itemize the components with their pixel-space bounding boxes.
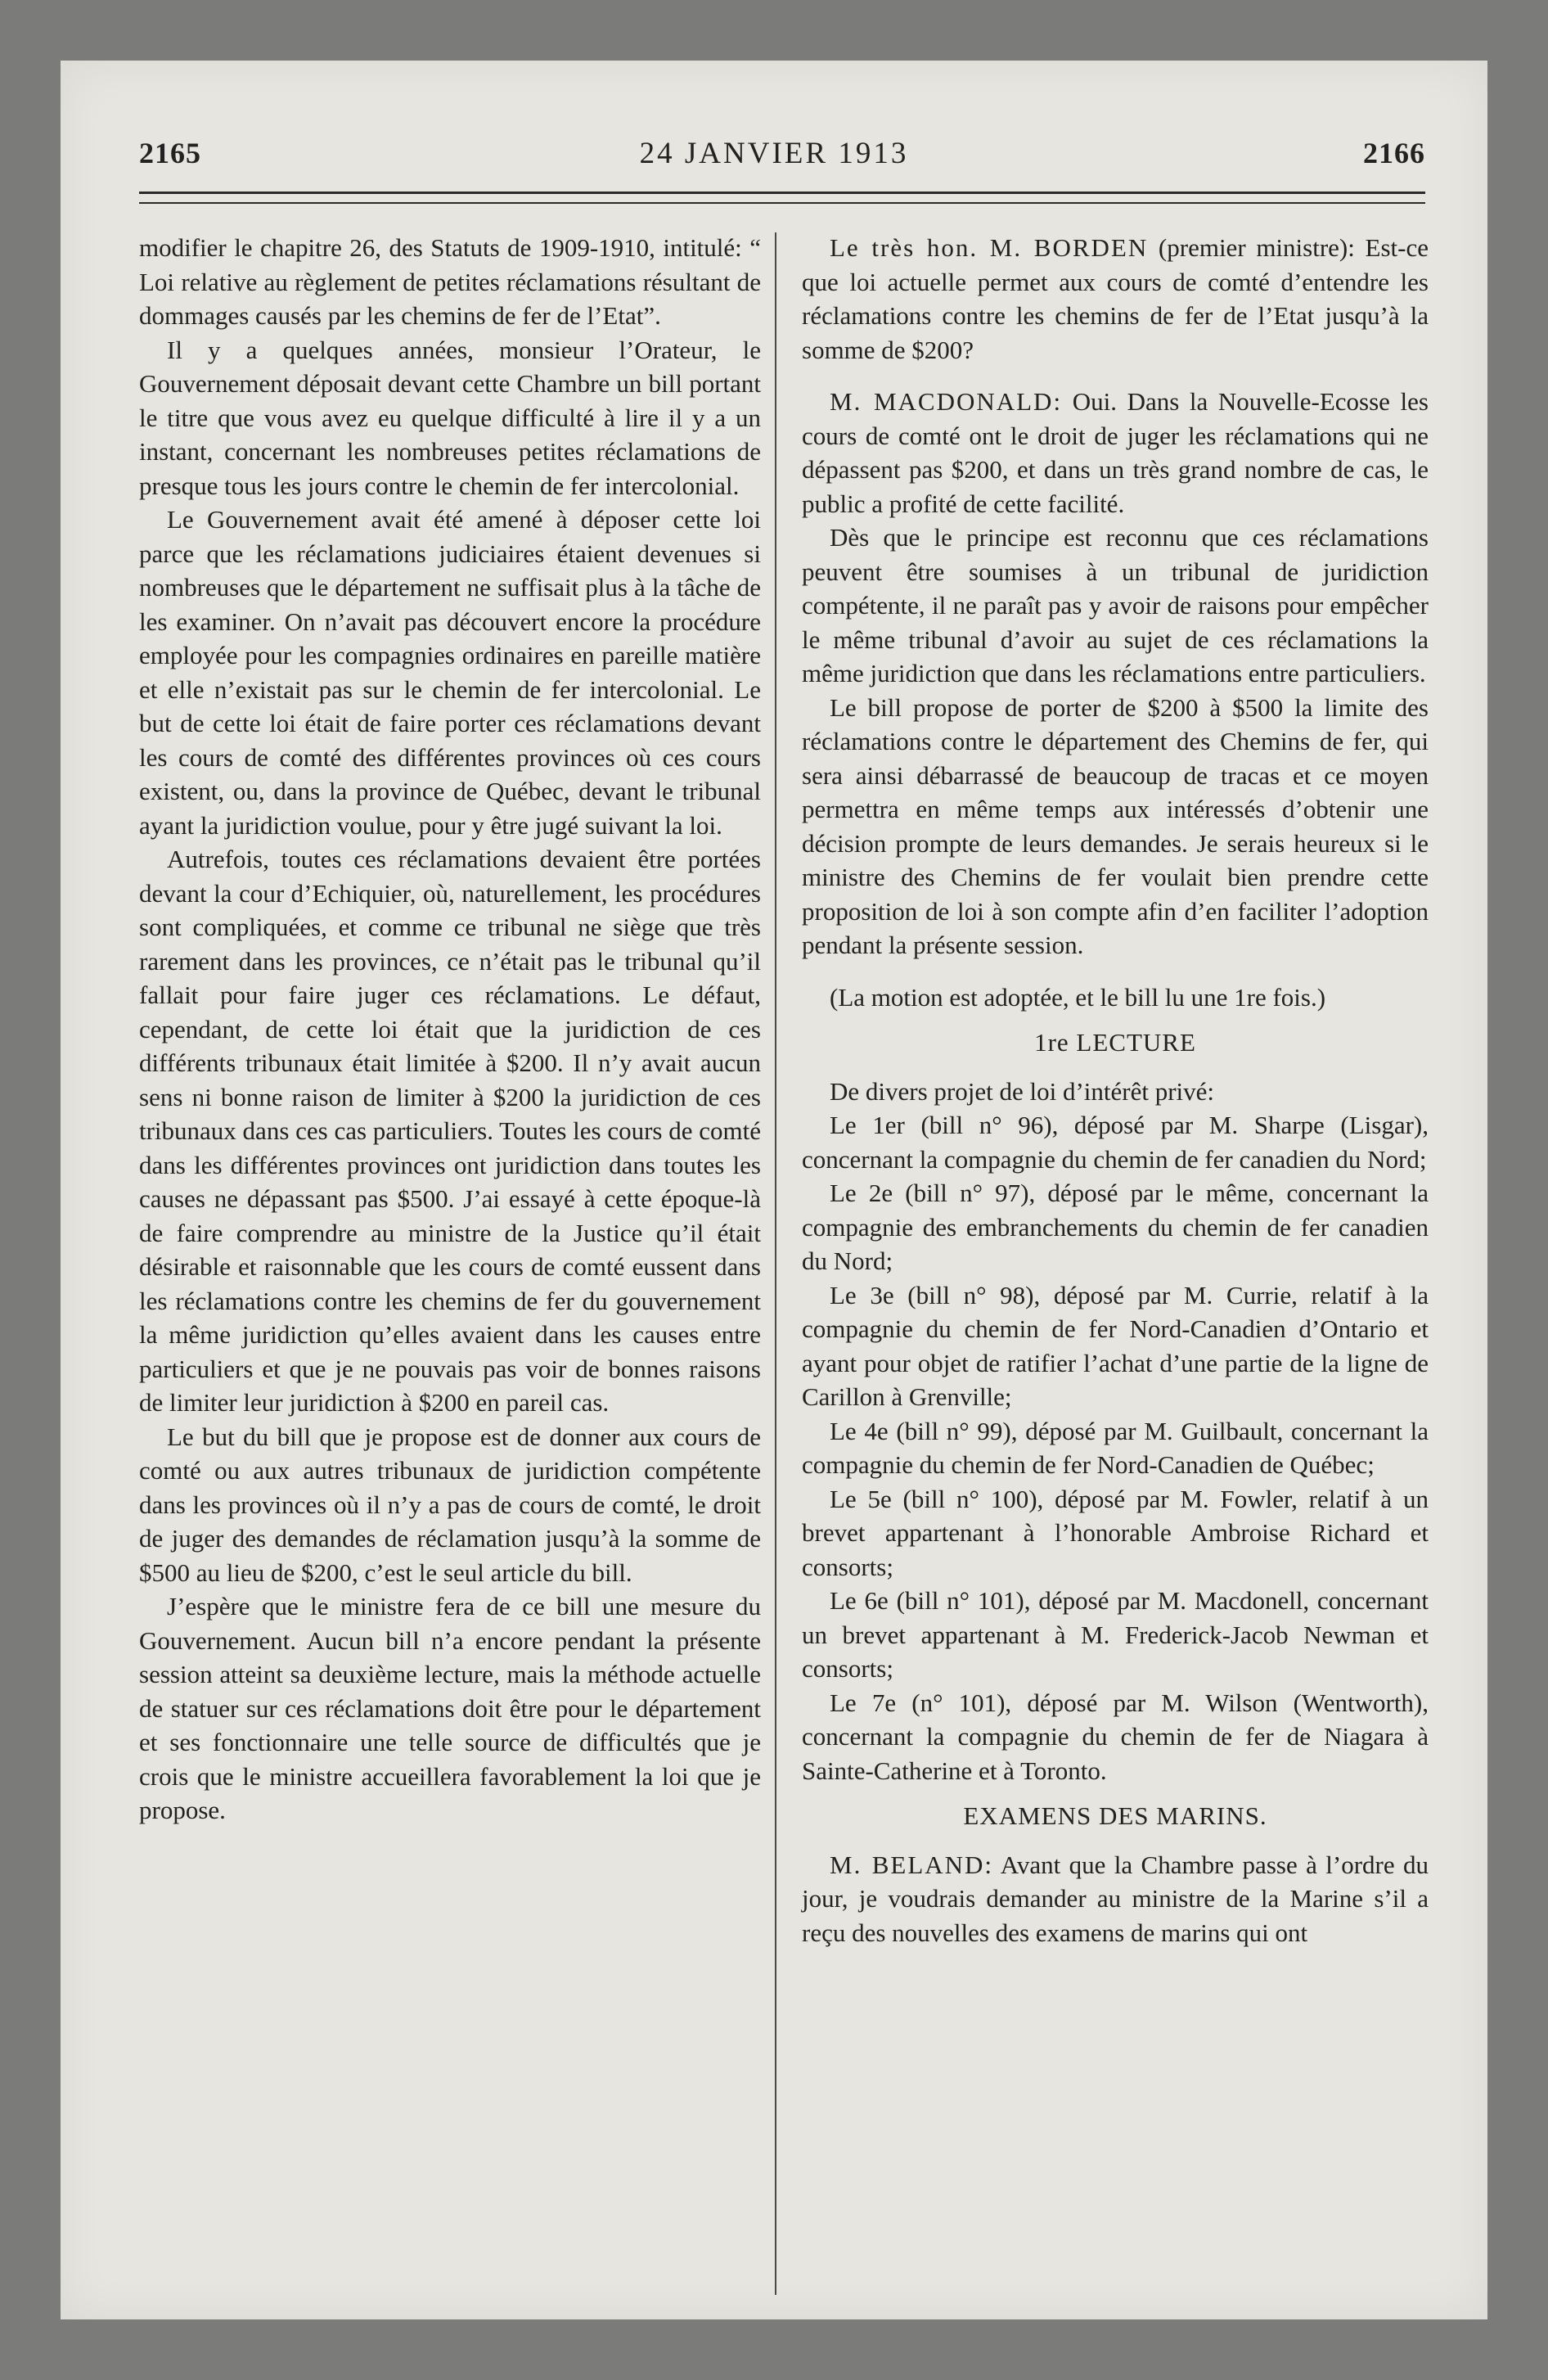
bill-item: Le 3e (bill n° 98), déposé par M. Currie, relatif à la compagnie du chemin de fer Nord-Canadien d’Ontario et ayant pour objet de ratifier l’achat d’une partie de la ligne de Carillon à Grenville; [802,1280,1429,1411]
bill-item: Le 4e (bill n° 99), déposé par M. Guilbault, concernant la compagnie du chemin de fer Nord-Canadien de Québec; [802,1416,1429,1479]
right-column [802,231,1429,1950]
column-divider [775,232,776,2295]
bill-item: Le 7e (n° 101), déposé par M. Wilson (Wentworth), concernant la compagnie du chemin de fer de Niagara à Sainte-Catherine et à Toronto. [802,1688,1429,1785]
page-date: 24 JANVIER 1913 [639,137,909,170]
speaker-name: M. MACDONALD: [830,387,1063,416]
speech-text: (premier ministre): Est-ce que loi actuelle permet aux cours de comté d’entendre les réclamations contre les chemins de fer de l’Etat jusqu’à la somme de $200? [802,233,1429,364]
left-column [139,231,761,1828]
bill-item: Le 6e (bill n° 101), déposé par M. Macdonell, concernant un brevet appartenant à M. Frederick-Jacob Newman et consorts; [802,1586,1429,1683]
left-page-number: 2165 [139,137,201,169]
paragraph: Autrefois, toutes ces réclamations devaient être portées devant la cour d’Echiquier, où, naturellement, les procédures sont compliquées, et comme ce tribunal ne siège que très rarement dans les provinces, ce n’était pas le tribunal qu’il fallait pour faire juger ces réclamations. Le défaut, cependant, de cette loi était que la juridiction de ces différents tribunaux était limitée à $200. Il n’y avait aucun sens ni bonne raison de limiter à $200 la juridiction de ces tribunaux dans ces cas particuliers. Toutes les cours de comté dans les différentes provinces ont juridiction dans toutes les causes ne dépassant pas $500. J’ai essayé à cette époque-là de faire comprendre au ministre de la Justice qu’il était désirable et raisonnable que les cours de comté eussent dans les réclamations contre les chemins de fer du gouvernement la même juridiction qu’elles avaient dans les causes entre particuliers et que je ne pouvais pas voir de bonnes raisons de limiter leur juridiction à $200 en pareil cas. [139,845,761,1417]
paragraph: modifier le chapitre 26, des Statuts de 1909-1910, intitulé: “ Loi relative au règlement de petites réclamations résultant de dommages causés par les chemins de fer de l’Etat”. [139,233,761,330]
beland-question [802,1848,1429,1950]
speaker-name: Le très hon. M. BORDEN [830,233,1149,262]
motion-note: (La motion est adoptée, et le bill lu une 1re fois.) [830,982,1326,1012]
paragraph: Le but du bill que je propose est de donner aux cours de comté ou aux autres tribunaux de juridiction compétente dans les provinces où il n’y a pas de cours de comté, le droit de juger des demandes de réclamation jusqu’à la somme de $500 au lieu de $200, c’est le seul article du bill. [139,1422,761,1587]
paragraph: J’espère que le ministre fera de ce bill une mesure du Gouvernement. Aucun bill n’a encore pendant la présente session atteint sa deuxième lecture, mais la méthode actuelle de statuer sur ces réclamations doit être pour le département et ses fonctionnaire une telle source de difficultés que je crois que le ministre accueillera favorablement la loi que je propose. [139,1592,761,1824]
paragraph: Le bill propose de porter de $200 à $500 la limite des réclamations contre le département des Chemins de fer, qui sera ainsi débarrassé de beaucoup de tracas et ce moyen permettra en même temps aux intéressés d’obtenir une décision prompte de leurs demandes. Je serais heureux si le ministre des Chemins de fer voulait bien prendre cette proposition de loi à son compte afin d’en faciliter l’adoption pendant la présente session. [802,692,1429,959]
bill-item: Le 1er (bill n° 96), déposé par M. Sharpe (Lisgar), concernant la compagnie du chemin de fer canadien du Nord; [802,1111,1429,1174]
paragraph: Dès que le principe est reconnu que ces réclamations peuvent être soumises à un tribunal de juridiction compétente, il ne paraît pas y avoir de raisons pour empêcher le même tribunal d’avoir au sujet de ces réclamations la même juridiction que dans les réclamations entre particuliers. [802,523,1429,687]
paragraph: Il y a quelques années, monsieur l’Orateur, le Gouvernement déposait devant cette Chambre un bill portant le titre que vous avez eu quelque difficulté à lire il y a un instant, concernant les nombreuses petites réclamations de presque tous les jours contre le chemin de fer intercolonial. [139,335,761,500]
header-rule [139,192,1425,204]
speech-text: Avant que la Chambre passe à l’ordre du jour, je voudrais demander au ministre de la Marine s’il a reçu des nouvelles des examens de marins qui ont [802,1850,1429,1947]
right-page-number: 2166 [1363,137,1425,169]
bill-item: Le 5e (bill n° 100), déposé par M. Fowler, relatif à un brevet appartenant à l’honorable Ambroise Richard et consorts; [802,1484,1429,1581]
bill-item: Le 2e (bill n° 97), déposé par le même, concernant la compagnie des embranchements du chemin de fer canadien du Nord; [802,1179,1429,1275]
macdonald-answer [802,385,1429,521]
paragraph: Le Gouvernement avait été amené à déposer cette loi parce que les réclamations judiciaires étaient devenues si nombreuses que le département ne suffisait plus à la tâche de les examiner. On n’avait pas découvert encore la procédure employée pour les compagnies ordinaires en pareille matière et elle n’existait pas sur le chemin de fer intercolonial. Le but de cette loi était de faire porter ces réclamations devant les cours de comté des différentes provinces où ces cours existent, ou, dans la province de Québec, devant le tribunal ayant la juridiction voulue, pour y être jugé suivant la loi. [139,505,761,840]
marins-heading: EXAMENS DES MARINS. [963,1801,1267,1830]
speech-text: Oui. Dans la Nouvelle-Ecosse les cours de comté ont le droit de juger les réclamations qui ne dépassent pas $200, et dans un très grand nombre de cas, le public a profité de cette facilité. [802,387,1429,518]
scanned-page [61,61,1487,2319]
first-reading-heading: 1re LECTURE [1034,1028,1196,1057]
borden-question [802,231,1429,367]
first-reading-intro: De divers projet de loi d’intérêt privé: [830,1076,1215,1106]
speaker-name: M. BELAND: [830,1850,994,1879]
